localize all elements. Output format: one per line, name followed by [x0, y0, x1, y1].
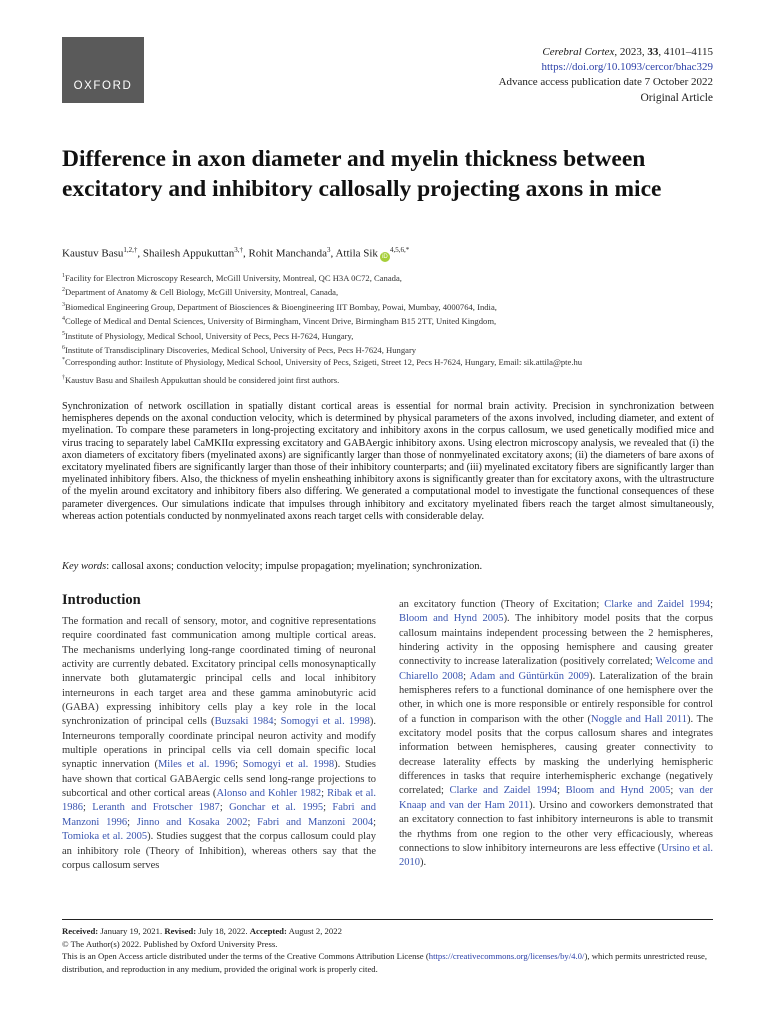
advance-access-date: Advance access publication date 7 October 2022: [498, 76, 713, 88]
citation-link[interactable]: Clarke and Zaidel 1994: [604, 599, 711, 610]
journal-citation: [499, 45, 713, 60]
body-text: ;: [670, 785, 679, 797]
body-text: ;: [235, 759, 243, 771]
citation-link[interactable]: Miles et al. 1996: [157, 759, 236, 771]
author-name[interactable]: Shailesh Appukuttan: [142, 247, 235, 260]
affiliation-text: College of Medical and Dental Sciences, University of Birmingham, Vincent Drive, Birmingham B15 2TT, United Kingdom,: [65, 316, 497, 327]
abstract: Synchronization of network oscillation in spatially distant cortical areas is essential for normal brain activity. Precision in synchronization between hemispheres depends on the axonal conduction velocity, which is determined by physical parameters of the axons involved, including diameter, and extent of myelination. To compare these parameters in long-projecting excitatory and inhibitory axons in the corpus callosum, we used genetically modified mice and virus tracing to separately label CaMKIIα expressing excitatory and GABAergic inhibitory axons. Using electron microscopy analysis, we revealed that (i) the axon diameters of excitatory fibers (myelinated axons) are significantly larger than those of nonmyelinated excitatory axons; (ii) the diameters of bare axons of excitatory myelinated fibers are significantly larger than those of their inhibitory counterparts; and (iii) myelinated excitatory fibers are significantly larger than myelinated inhibitory fibers. Also, the thickness of myelin ensheathing inhibitory axons is significantly greater than for excitatory axons, with the ultrastructure of the myelin around excitatory and inhibitory fibers also differing. We generated a computational model to investigate the functional consequences of these parameter divergences. Our simulations indicate that impulses through inhibitory and excitatory myelinated fibers reach the target almost simultaneously, whereas action potentials conducted by nonmyelinated axons reach target cells with considerable delay.: [62, 401, 714, 522]
citation-link[interactable]: Gonchar et al. 1995: [229, 802, 324, 814]
affiliation-text: Facility for Electron Microscopy Research, McGill University, Montreal, QC H3A 0C72, Canada,: [65, 272, 402, 283]
affiliation-item: [62, 328, 497, 342]
author-affiliation-marker: 3: [327, 246, 331, 254]
affiliation-marker: 2: [62, 287, 65, 294]
citation-link[interactable]: Buzsaki 1984: [214, 716, 274, 728]
citation-link[interactable]: Welcome and Chiarello 2008: [399, 656, 714, 682]
introduction-heading: Introduction: [62, 592, 141, 608]
revised-date: July 18, 2022.: [196, 926, 250, 936]
affiliation-item: [62, 284, 497, 298]
citation-link[interactable]: Fabri and Manzoni 1996: [62, 802, 377, 828]
affiliation-item: [62, 313, 497, 327]
footer-divider: [62, 919, 713, 920]
citation-link[interactable]: Jinno and Kosaka 2002: [136, 816, 248, 828]
body-text: ). Lateralization of the brain hemispheres refers to a functional dominance of one hemisphere over the other, in which one is more responsible or entirely responsible for control of a function in comparison with the other (: [399, 670, 713, 725]
citation-link[interactable]: Somogyi et al. 1998: [242, 759, 335, 771]
affiliation-marker: 1: [62, 273, 65, 279]
affiliation-marker: 4: [62, 316, 65, 323]
affiliation-text: Biomedical Engineering Group, Department of Biosciences & Bioengineering IIT Bombay, Powai, Mumbay, 4000764, India,: [65, 301, 497, 312]
journal-volume: 33: [647, 46, 659, 58]
copyright: © The Author(s) 2022. Published by Oxford University Press.: [62, 938, 278, 949]
author-separator: ,: [243, 247, 249, 260]
body-text: ;: [373, 816, 377, 828]
affiliation-marker: 3: [62, 301, 65, 308]
oxford-logo: [62, 37, 144, 103]
body-text: ). Interneurons temporally coordinate principal neuron activity and modify multiple operations in principal cells via cell domain specific local synaptic innervation (: [62, 716, 376, 771]
citation-link[interactable]: van der Knaap and van der Ham 2011: [399, 785, 713, 811]
citation-link[interactable]: Ribak et al. 1986: [62, 788, 376, 814]
author-affiliation-marker: 3,†: [234, 246, 244, 254]
article-dates: [62, 925, 713, 938]
accepted-label: Accepted:: [249, 926, 287, 936]
affiliation-marker: 6: [62, 345, 65, 352]
citation-link[interactable]: Bloom and Hynd 2005: [399, 613, 504, 625]
received-label: Received:: [62, 926, 99, 936]
body-text: ). Studies have shown that cortical GABAergic cells send long-range projections to subcortical and other cortical areas (: [62, 759, 376, 800]
body-text: ).: [420, 857, 427, 869]
license-link[interactable]: https://creativecommons.org/licenses/by/4.0/: [428, 951, 585, 962]
journal-pages: , 4101–4115: [658, 46, 713, 58]
license-text: [62, 950, 713, 975]
keywords-label: Key words: [62, 561, 107, 572]
author-name[interactable]: Attila Sik: [335, 247, 378, 260]
author-affiliation-marker: 4,5,6,*: [389, 246, 410, 254]
body-text: The formation and recall of sensory, motor, and cognitive representations require coordinated fast communication among multiple cortical areas. The mechanisms underlying long-range coordinated timing of neuronal activity are currently debated. Excitatory principal cells monosynaptically innervate both glutamatergic principal cells and local inhibitory interneurons in each target area and these gamma aminobutyric acid (GABA) expressing inhibitory cells play a key role in the local synchronization of principal cells (: [62, 616, 376, 728]
affiliation-item: [62, 270, 497, 284]
article-title: Difference in axon diameter and myelin thickness between excitatory and inhibitory callosally projecting axons in mice: [62, 146, 662, 202]
body-text: ;: [323, 802, 333, 814]
body-text: ;: [710, 599, 713, 610]
license-post: ), which permits unrestricted reuse, distribution, and reproduction in any medium, provided the original work is properly cited.: [62, 951, 708, 974]
body-text: ;: [247, 816, 258, 828]
corresponding-author-note: [62, 352, 582, 370]
article-type: Original Article: [640, 92, 713, 104]
journal-info: [499, 45, 713, 106]
intro-column-right: [399, 598, 713, 871]
license-pre: This is an Open Access article distributed under the terms of the Creative Commons Attribution License (: [62, 951, 429, 962]
received-date: January 19, 2021.: [98, 926, 165, 936]
affiliation-list: [62, 270, 497, 357]
author-separator: ,: [330, 247, 336, 260]
affiliation-item: [62, 299, 497, 313]
body-text: ;: [273, 716, 281, 728]
body-text: ). The excitatory model posits that the corpus callosum shares and integrates information between hemispheres, causing greater connectivity to decrease laterality effects by masking the underlying hemispheric differences in tasks that require interhemispheric exchange (negatively correlated;: [399, 713, 713, 797]
body-text: ;: [463, 670, 470, 682]
intro-column-left: [62, 615, 376, 873]
author-notes: [62, 352, 582, 388]
note-marker: *: [62, 357, 65, 363]
citation-link[interactable]: Tomioka et al. 2005: [62, 831, 148, 843]
citation-link[interactable]: Fabri and Manzoni 2004: [257, 816, 374, 828]
note-marker: †: [62, 374, 65, 381]
body-text: ;: [83, 802, 93, 814]
affiliation-text: Institute of Physiology, Medical School, University of Pecs, Pecs H-7624, Hungary,: [65, 330, 354, 341]
body-text: ). The inhibitory model posits that the corpus callosum maintains independent processing between the 2 hemispheres, hindering activity in the opposing hemisphere and causing greater connectivity to increase lateralization (positively correlated;: [399, 613, 713, 668]
citation-link[interactable]: Clarke and Zaidel 1994: [449, 785, 558, 797]
orcid-icon[interactable]: iD: [380, 252, 390, 262]
author-name[interactable]: Rohit Manchanda: [248, 247, 328, 260]
body-text: ;: [557, 785, 566, 797]
body-text: ;: [321, 788, 328, 800]
revised-label: Revised:: [164, 926, 197, 936]
author-list: [62, 246, 409, 262]
corresponding-text: Corresponding author: Institute of Physiology, Medical School, University of Pecs, Szigeti, Street 12, Pecs H-7624, Hungary, Email: sik.attila@pte.hu: [65, 356, 583, 367]
body-text: ;: [219, 802, 230, 814]
author-separator: ,: [137, 247, 143, 260]
citation-link[interactable]: Noggle and Hall 2011: [591, 713, 687, 725]
affiliation-text: Institute of Transdisciplinary Discoveries, Medical School, University of Pecs, Pecs H-7624, Hungary: [65, 345, 417, 356]
joint-author-note: [62, 370, 582, 388]
body-text: ). Ursino and coworkers demonstrated that an excitatory connection to fast inhibitory interneurons is able to transmit the rhythms from one region to the other very efficaciously, whereas connections to slow inhibitory interneurons are less effective (: [399, 799, 713, 854]
keywords-text: : callosal axons; conduction velocity; impulse propagation; myelination; synchronization.: [106, 561, 483, 572]
author-affiliation-marker: 1,2,†: [123, 246, 138, 254]
article-footer: [62, 925, 713, 975]
citation-link[interactable]: Bloom and Hynd 2005: [565, 785, 671, 797]
citation-link[interactable]: Adam and Güntürkün 2009: [469, 670, 590, 682]
citation-link[interactable]: Leranth and Frotscher 1987: [92, 802, 220, 814]
doi-link[interactable]: https://doi.org/10.1093/cercor/bhac329: [541, 61, 713, 73]
affiliation-text: Department of Anatomy & Cell Biology, McGill University, Montreal, Canada,: [65, 287, 339, 298]
citation-link[interactable]: Alonso and Kohler 1982: [216, 788, 322, 800]
body-text: an excitatory function (Theory of Excitation;: [399, 599, 605, 610]
journal-year: , 2023,: [614, 46, 648, 58]
citation-link[interactable]: Ursino et al. 2010: [399, 842, 713, 869]
joint-text: Kaustuv Basu and Shailesh Appukuttan should be considered joint first authors.: [65, 374, 340, 385]
keywords: [62, 560, 714, 573]
logo-text: OXFORD: [73, 80, 133, 92]
accepted-date: August 2, 2022: [286, 926, 342, 936]
body-text: ;: [127, 816, 137, 828]
body-text: ). Studies suggest that the corpus callosum could play an inhibitory role (Theory of Inhibition), whereas others say that the corpus callosum serves: [62, 831, 376, 871]
affiliation-marker: 5: [62, 330, 65, 337]
author-name[interactable]: Kaustuv Basu: [62, 247, 124, 260]
journal-name: Cerebral Cortex: [542, 46, 615, 58]
citation-link[interactable]: Somogyi et al. 1998: [280, 716, 370, 728]
